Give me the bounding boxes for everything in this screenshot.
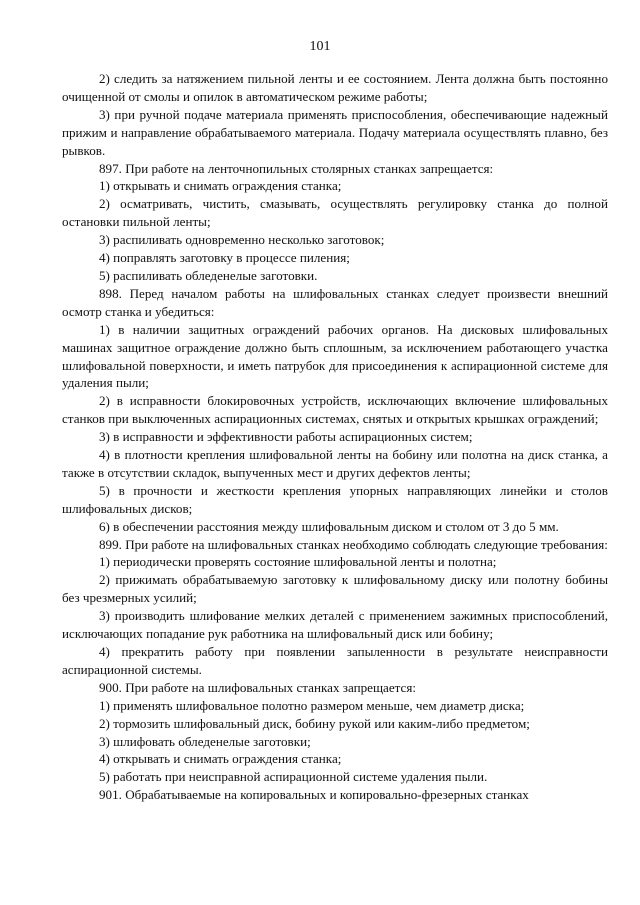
paragraph: 3) производить шлифование мелких деталей с применением зажимных приспособлений, исключающих попадание рук работника на шлифовальный диск или бобину; xyxy=(62,608,608,642)
paragraph: 2) в исправности блокировочных устройств, исключающих включение шлифовальных станков при выключенных аспирационных системах, снятых и открытых крышках ограждений; xyxy=(62,393,608,427)
paragraph: 4) поправлять заготовку в процессе пиления; xyxy=(99,250,350,266)
paragraph: 1) открывать и снимать ограждения станка; xyxy=(99,178,342,194)
paragraph: 5) в прочности и жесткости крепления упорных направляющих линейки и столов шлифовальных дисков; xyxy=(62,482,608,516)
paragraph: 2) прижимать обрабатываемую заготовку к шлифовальному диску или полотну бобины без чрезмерных усилий; xyxy=(62,572,608,606)
paragraph: 1) в наличии защитных ограждений рабочих органов. На дисковых шлифовальных машинах защитное ограждение должно быть сплошным, за исключением работающего участка шлифовальной поверхности, и иметь патрубок для присоединения к аспирационной системе для удаления пыли; xyxy=(62,321,608,391)
paragraph: 3) при ручной подаче материала применять приспособления, обеспечивающие надежный прижим и направление обрабатываемого материала. Подачу материала осуществлять плавно, без рывков. xyxy=(62,106,608,158)
paragraph: 898. Перед началом работы на шлифовальных станках следует произвести внешний осмотр станка и убедиться: xyxy=(62,285,608,319)
paragraph: 897. При работе на ленточнопильных столярных станках запрещается: xyxy=(99,160,494,176)
paragraph: 5) работать при неисправной аспирационной системе удаления пыли. xyxy=(99,769,488,785)
document-body xyxy=(62,70,608,804)
paragraph: 4) в плотности крепления шлифовальной ленты на бобину или полотна на диск станка, а также в отсутствии складок, выпученных мест и других дефектов ленты; xyxy=(62,447,608,480)
paragraph: 901. Обрабатываемые на копировальных и копировально-фрезерных станках xyxy=(99,787,529,803)
paragraph: 1) применять шлифовальное полотно размером меньше, чем диаметр диска; xyxy=(99,697,525,713)
paragraph: 899. При работе на шлифовальных станках необходимо соблюдать следующие требования: xyxy=(99,536,608,552)
paragraph: 3) распиливать одновременно несколько заготовок; xyxy=(99,232,385,248)
paragraph: 3) в исправности и эффективности работы аспирационных систем; xyxy=(99,429,473,445)
paragraph: 2) тормозить шлифовальный диск, бобину рукой или каким-либо предметом; xyxy=(99,715,530,731)
paragraph: 900. При работе на шлифовальных станках запрещается: xyxy=(99,679,417,695)
paragraph: 2) осматривать, чистить, смазывать, осуществлять регулировку станка до полной остановки пильной ленты; xyxy=(62,196,608,230)
paragraph: 5) распиливать обледенелые заготовки. xyxy=(99,267,318,283)
page-number: 101 xyxy=(309,39,331,54)
paragraph: 3) шлифовать обледенелые заготовки; xyxy=(99,733,311,749)
paragraph: 2) следить за натяжением пильной ленты и ее состоянием. Лента должна быть постоянно очищенной от смолы и опилок в автоматическом режиме работы; xyxy=(62,71,608,104)
paragraph: 4) открывать и снимать ограждения станка; xyxy=(99,751,342,767)
paragraph: 4) прекратить работу при появлении запыленности в результате неисправности аспирационной системы. xyxy=(62,644,608,677)
paragraph: 6) в обеспечении расстояния между шлифовальным диском и столом от 3 до 5 мм. xyxy=(99,518,559,534)
paragraph: 1) периодически проверять состояние шлифовальной ленты и полотна; xyxy=(99,554,497,570)
